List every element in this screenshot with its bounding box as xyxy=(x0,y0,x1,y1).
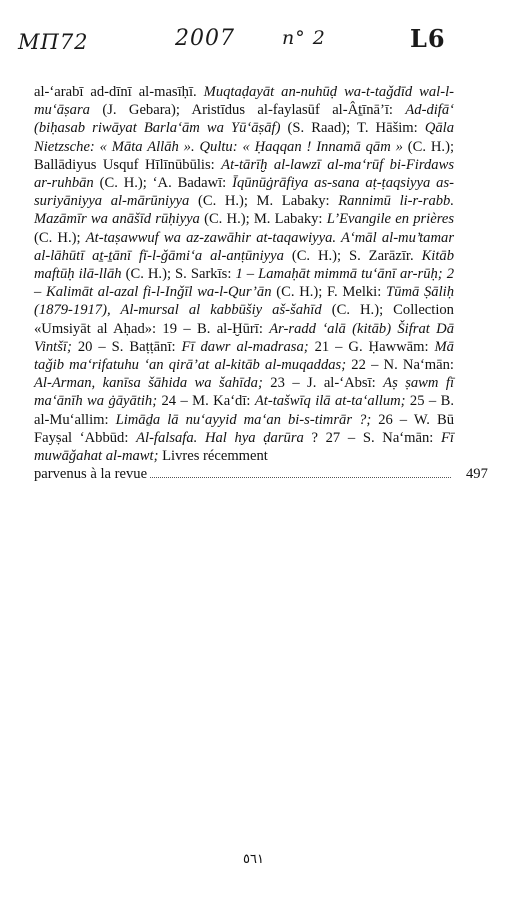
toc-title: Al-Arman, kanīsa šāhida wa šahīda; xyxy=(34,375,263,392)
toc-text: (C. H.); ‘A. Badawī: xyxy=(99,175,227,192)
toc-text: (C. H.); S. Zarāzīr. xyxy=(291,247,414,264)
toc-title: Ar-radd ‘alā (kitāb) Šifrat Dā Vintšī; xyxy=(34,320,454,355)
toc-text: (J. Gebara); Aristīdus al-faylasūf al-Âṯīnā’ī: xyxy=(102,102,393,119)
toc-text: Livres récemment xyxy=(162,448,268,465)
page-folio-number: ٥٦١ xyxy=(243,852,264,867)
toc-text: (C. H.); F. Melki: xyxy=(276,284,382,301)
toc-title: At-taṣawwuf wa az-zawāhir at-taqawiyya. A‘māl al-mu’tamar al-lāhūtī aṯ-ṯānī fī-l-ǧāmi‘a al-anṭūniyya xyxy=(34,229,454,264)
toc-title: L’Evangile en prières xyxy=(326,211,454,228)
toc-text: (C. H.); M. Labaky: xyxy=(197,193,330,210)
toc-title: Ad-difā‘ (biḥasab riwāyat Barla‘ām wa Yū‘āṣāf) xyxy=(34,102,455,137)
toc-text: 25 – B. al-Mu‘allim: xyxy=(34,393,454,428)
toc-title: Muqtaḍayāt an-nuhūḍ wa-t-taǧdīd wal-l-mu‘āṣara xyxy=(34,84,455,119)
toc-text: (C. H.); Collection «Umsiyāt al Aḥad»: 19 – B. al-Ḫūrī: xyxy=(34,302,454,337)
toc-title: At-tašwīq ilā at-ta‘allum; xyxy=(254,393,406,410)
toc-title: Tūmā Ṣāliḥ (1879-1917), Al-mursal al kabbūšiy aš-šahīd xyxy=(34,284,455,319)
toc-title: 1 – Lamaḥāt mimmā tu‘ānī ar-rūḥ; 2 – Kalimāt al-azal fi-l-Inǧīl wa-l-Qur’ān xyxy=(34,266,454,301)
toc-text: 23 – J. al-‘Absī: xyxy=(270,375,376,392)
toc-title: Mā taǧib ma‘rifatuhu ‘an qirā’at al-kitāb al-muqaddas; xyxy=(34,338,454,374)
handwritten-issue-number: n° 2 xyxy=(282,27,326,49)
toc-title: Fī dawr al-madrasa; xyxy=(181,338,309,355)
toc-title: At-tārīḫ al-lawzī al-ma‘rūf bi-Firdaws ar-ruhbān xyxy=(34,156,455,192)
toc-title: Limāḏa lā nu‘ayyid ma‘an bi-s-timrār ?; xyxy=(115,411,372,428)
toc-title: Īqūnūġrāfiya as-sana aṭ-ṭaqsiyya as-suriyāniyya al-mārūniyya xyxy=(34,175,454,210)
toc-text: (S. Raad); T. Hāšim: xyxy=(287,120,418,137)
handwritten-shelf-mark: L6 xyxy=(410,24,446,53)
toc-title: Al-falsafa. Hal hya ḍarūra xyxy=(136,429,304,446)
toc-text: 21 – G. Ḥawwām: xyxy=(314,338,429,355)
toc-text: al-‘arabī ad-dīnī al-masīḥī. xyxy=(34,84,197,100)
toc-text: 20 – S. Baṭṭānī: xyxy=(77,338,176,355)
toc-text: parvenus à la revue xyxy=(34,466,148,483)
toc-title: Qāla Nietzsche: « Māta Allāh ». Qultu: « Ḥaqqan ! Innamā qām » xyxy=(34,120,454,155)
handwritten-reference-code: ΜΠ72 xyxy=(18,30,89,54)
toc-text: 26 – W. Bū Fayṣal ‘Abbūd: xyxy=(34,411,454,446)
dot-leader xyxy=(150,476,451,478)
toc-text: (C. H.); xyxy=(34,229,81,246)
handwritten-year: 2007 xyxy=(175,26,235,51)
toc-last-line xyxy=(34,465,454,483)
toc-paragraph xyxy=(34,83,454,465)
toc-title: Rannimū li-r-rabb. Mazāmīr wa anāšīd rūḥiyya xyxy=(34,193,454,228)
toc-title: Aṣ ṣawm fī ma‘ānīh wa ġāyātih; xyxy=(34,375,455,410)
toc-title: Fī muwāǧahat al-mawt; xyxy=(34,429,454,465)
toc-text: (C. H.); S. Sarkīs: xyxy=(125,266,232,283)
table-of-contents-entry xyxy=(34,83,454,483)
toc-text: 24 – M. Ka‘dī: xyxy=(161,393,251,410)
toc-title: Kitāb maftūḥ ilā-llāh xyxy=(34,247,454,283)
toc-text: ? 27 – S. Na‘mān: xyxy=(311,429,434,446)
toc-text: 22 – N. Na‘mān: xyxy=(351,357,454,374)
toc-text: (C. H.); Ballādiyus Usquf Hīlīnūbūlis: xyxy=(34,138,454,173)
page-reference-number: 497 xyxy=(466,466,488,482)
toc-text: (C. H.); M. Labaky: xyxy=(204,211,323,228)
